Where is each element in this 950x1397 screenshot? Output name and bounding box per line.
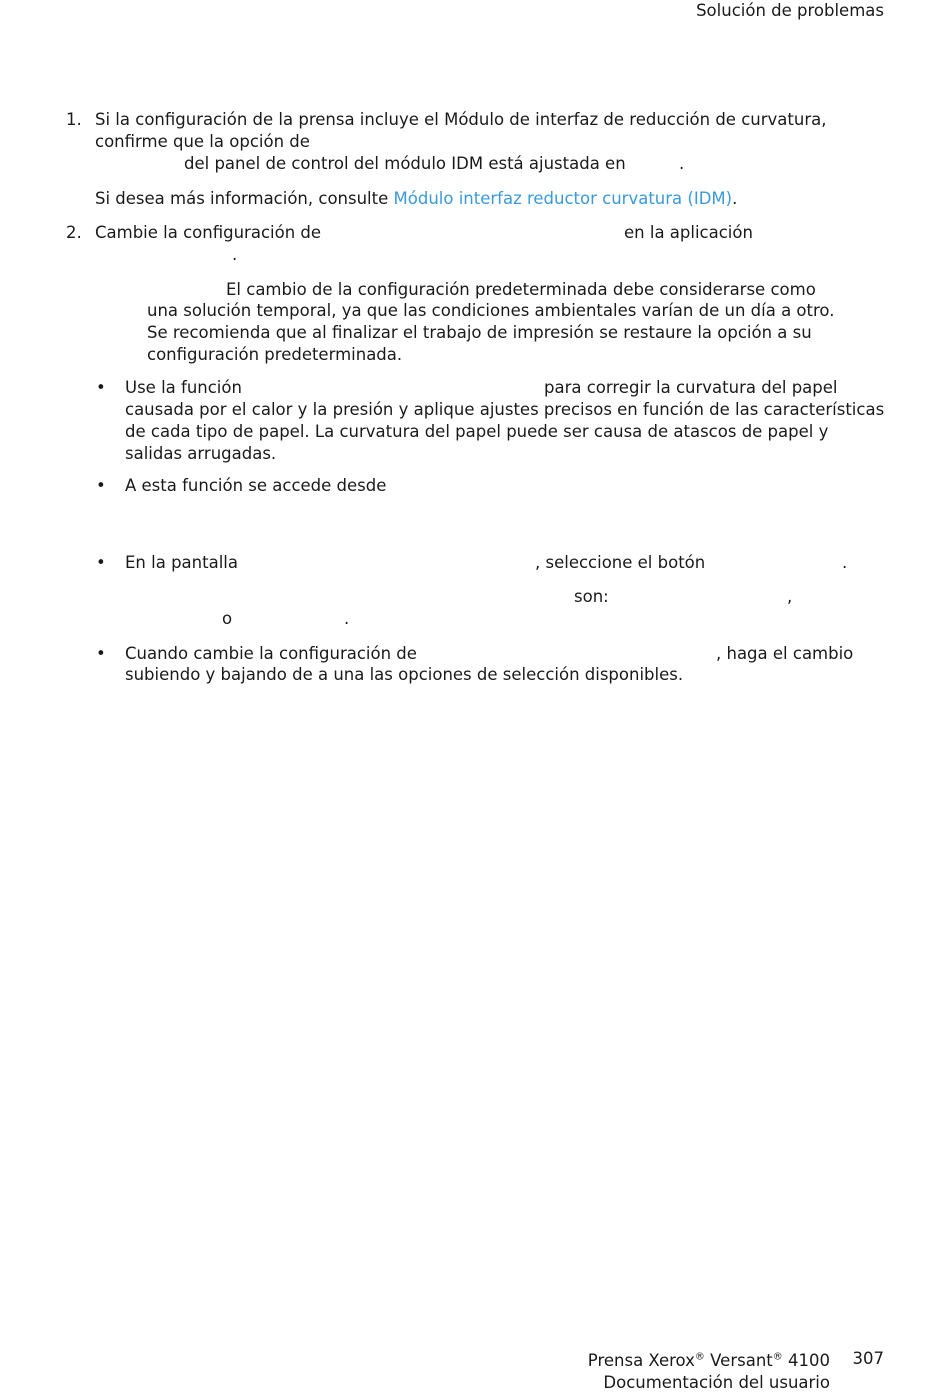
footer-product-middle: Versant xyxy=(704,1351,773,1370)
bullet3-sub2b: . xyxy=(344,609,350,628)
bullet-4-symbol: • xyxy=(96,644,106,663)
step1-line1: Si la configuración de la prensa incluye el Módulo de interfaz de reducción de curvatura, xyxy=(95,110,827,129)
registered-mark-1: ® xyxy=(694,1351,705,1363)
note-line3: Se recomienda que al finalizar el trabajo de impresión se restaure la opción a su xyxy=(147,323,812,342)
bullet1-line1a: Use la función xyxy=(125,378,242,397)
step-number-1: 1. xyxy=(66,110,82,129)
bullet3-line1a: En la pantalla xyxy=(125,553,238,572)
bullet3-line1c: . xyxy=(842,553,848,572)
step1-line3: del panel de control del módulo IDM está ajustada en xyxy=(184,154,626,173)
step1-line2: confirme que la opción de xyxy=(95,132,310,151)
bullet3-sub1a: son: xyxy=(574,587,609,606)
running-header: Solución de problemas xyxy=(696,1,884,20)
step2-line1b: en la aplicación xyxy=(624,223,753,242)
bullet2-line1: A esta función se accede desde xyxy=(125,476,387,495)
footer-product xyxy=(588,1350,830,1372)
note-line1: El cambio de la configuración predeterminada debe considerarse como xyxy=(226,280,816,299)
bullet4-line1b: , haga el cambio xyxy=(716,644,854,663)
bullet1-line2: causada por el calor y la presión y aplique ajustes precisos en función de las características xyxy=(125,400,885,419)
note-line2: una solución temporal, ya que las condiciones ambientales varían de un día a otro. xyxy=(147,301,835,320)
registered-mark-2: ® xyxy=(772,1351,783,1363)
footer-product-suffix: 4100 xyxy=(782,1351,830,1370)
info-suffix: . xyxy=(732,189,738,208)
bullet3-sub1b: , xyxy=(787,587,793,606)
bullet-1-symbol: • xyxy=(96,378,106,397)
page-number: 307 xyxy=(852,1349,884,1368)
bullet1-line4: salidas arrugadas. xyxy=(125,444,277,463)
note-line4: configuración predeterminada. xyxy=(147,345,403,364)
bullet1-line3: de cada tipo de papel. La curvatura del papel puede ser causa de atascos de papel y xyxy=(125,422,829,441)
bullet1-line1b: para corregir la curvatura del papel xyxy=(544,378,838,397)
step1-line3-period: . xyxy=(679,154,685,173)
step2-line1a: Cambie la configuración de xyxy=(95,223,322,242)
idm-link[interactable]: Módulo interfaz reductor curvatura (IDM) xyxy=(393,189,733,208)
bullet-2-symbol: • xyxy=(96,476,106,495)
bullet3-sub2a: o xyxy=(222,609,233,628)
step-number-2: 2. xyxy=(66,223,82,242)
step1-info xyxy=(95,188,737,210)
footer-product-prefix: Prensa Xerox xyxy=(587,1351,695,1370)
bullet3-line1b: , seleccione el botón xyxy=(535,553,706,572)
bullet4-line1a: Cuando cambie la configuración de xyxy=(125,644,417,663)
bullet-3-symbol: • xyxy=(96,553,106,572)
info-prefix: Si desea más información, consulte xyxy=(95,189,389,208)
bullet4-line2: subiendo y bajando de a una las opciones de selección disponibles. xyxy=(125,665,684,684)
footer-doc: Documentación del usuario xyxy=(603,1373,830,1392)
step2-line2: . xyxy=(232,245,238,264)
